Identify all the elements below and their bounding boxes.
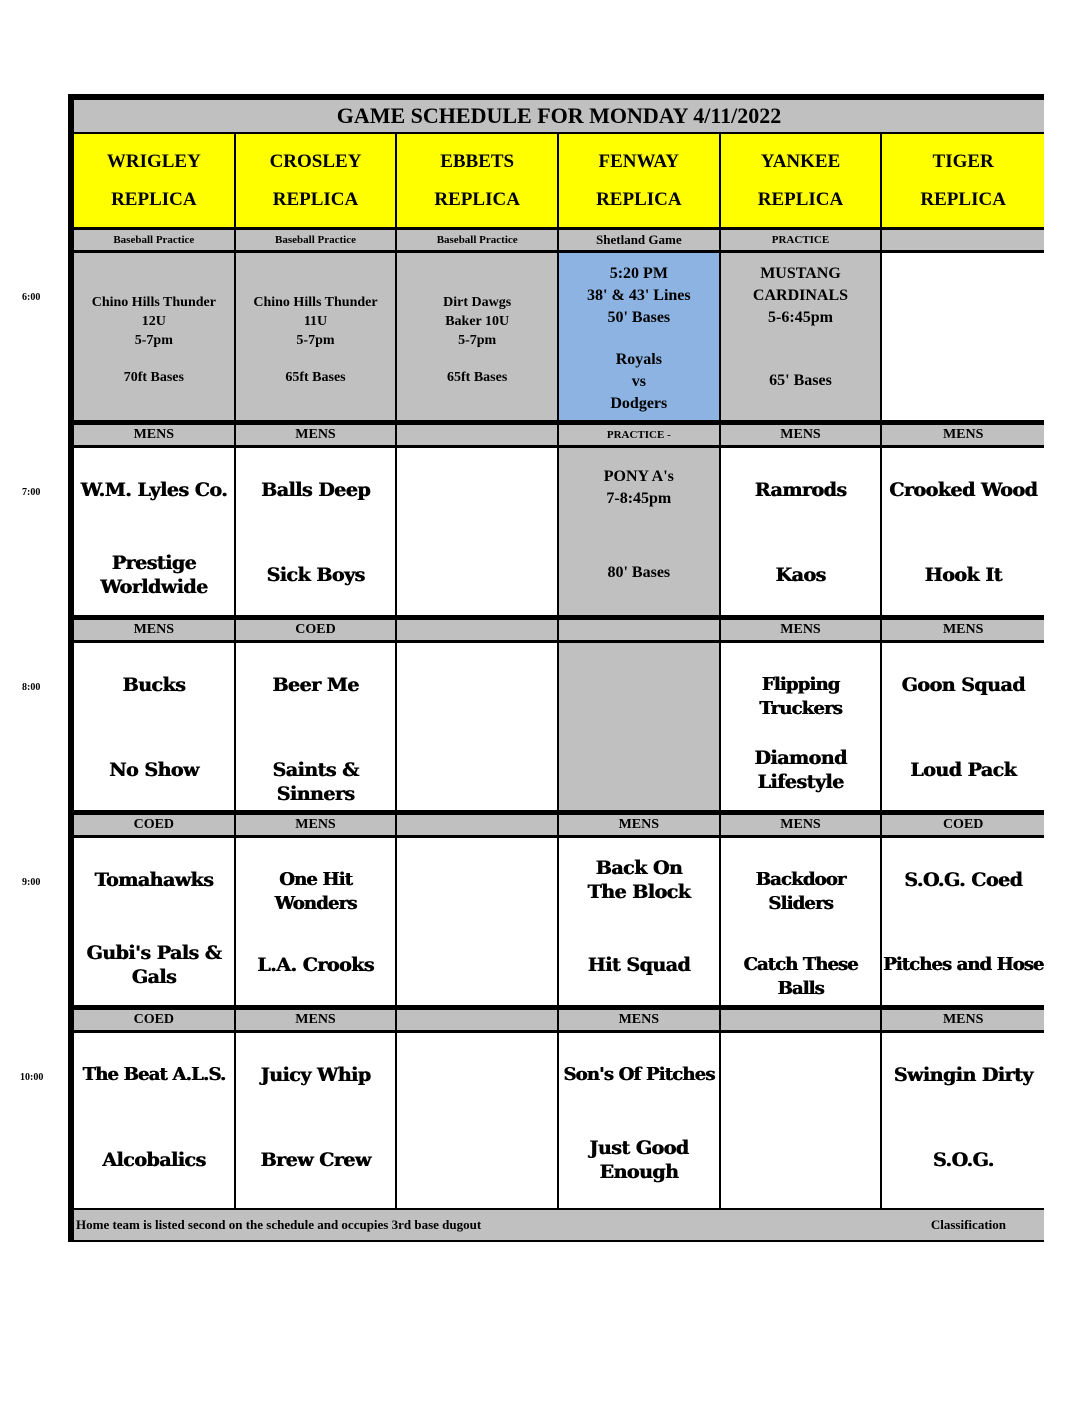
classification-cell: Shetland Game [559,230,721,253]
classification-cell: MENS [882,1010,1044,1033]
away-team: S.O.G. Coed [904,869,1023,891]
classification-cell [397,815,559,838]
classification-cell: MENS [559,1010,721,1033]
home-team: Catch These Balls [743,954,858,999]
game-cell [559,838,721,1008]
slot-row-8 [74,643,1044,813]
classification-cell: MENS [236,1010,398,1033]
slot-row-6 [74,253,1044,423]
field-ebbets: EBBETS REPLICA [397,134,559,230]
classification-row-6 [74,230,1044,253]
game-cell: 5:20 PM 38' & 43' Lines 50' Bases Royals vs Dodgers [559,253,721,423]
away-team: Crooked Wood [889,479,1038,501]
home-team: Saints & Sinners [272,759,359,805]
classification-cell [397,425,559,448]
away-team: Flipping Truckers [759,674,842,719]
game-cell [236,643,398,813]
home-team: Alcobalics [102,1149,206,1171]
game-cell [397,448,559,618]
away-team: Tomahawks [94,869,214,891]
field-header-row [74,134,1044,230]
game-cell [882,838,1044,1008]
away-team: The Beat A.L.S. [82,1064,226,1085]
away-team: Bucks [122,674,186,696]
classification-cell: MENS [882,425,1044,448]
game-cell [74,448,236,618]
footer-classification: Classification [930,1217,1006,1232]
schedule-table [68,94,1044,1242]
home-team: Kaos [775,564,826,586]
classification-cell: MENS [236,815,398,838]
game-cell [74,643,236,813]
classification-cell: COED [882,815,1044,838]
classification-cell: Baseball Practice [397,230,559,253]
game-cell: MUSTANG CARDINALS 5-6:45pm 65' Bases [721,253,883,423]
field-tiger: TIGER REPLICA [882,134,1044,230]
classification-cell: MENS [74,425,236,448]
game-cell: PONY A's 7-8:45pm 80' Bases [559,448,721,618]
time-label-7: 7:00 [22,487,41,498]
game-cell: Dirt Dawgs Baker 10U 5-7pm 65ft Bases [397,253,559,423]
footer-note: Home team is listed second on the schedule and occupies 3rd base dugout [76,1217,482,1232]
away-team: W.M. Lyles Co. [80,479,228,501]
game-cell [397,643,559,813]
classification-row-7 [74,425,1044,448]
game-cell [559,1033,721,1210]
game-cell [559,643,721,813]
game-cell [397,838,559,1008]
time-label-10: 10:00 [20,1072,44,1083]
time-label-8: 8:00 [22,682,41,693]
slot-row-7 [74,448,1044,618]
slot-row-10 [74,1033,1044,1210]
classification-cell: MENS [559,815,721,838]
home-team: Sick Boys [266,564,365,586]
home-team: Hit Squad [587,954,691,976]
game-cell [721,448,883,618]
classification-cell [882,230,1044,253]
home-team: Loud Pack [910,759,1017,781]
classification-cell [397,620,559,643]
away-team: Backdoor Sliders [755,869,846,914]
game-cell: Chino Hills Thunder 12U 5-7pm 70ft Bases [74,253,236,423]
home-team: S.O.G. [932,1149,994,1171]
field-fenway: FENWAY REPLICA [559,134,721,230]
classification-cell: MENS [882,620,1044,643]
away-team: One Hit Wonders [274,869,357,914]
game-cell [236,448,398,618]
game-cell [882,1033,1044,1210]
field-crosley: CROSLEY REPLICA [236,134,398,230]
classification-row-10 [74,1010,1044,1033]
field-wrigley: WRIGLEY REPLICA [74,134,236,230]
away-team: Juicy Whip [260,1064,371,1086]
classification-cell: COED [236,620,398,643]
game-cell: Chino Hills Thunder 11U 5-7pm 65ft Bases [236,253,398,423]
time-label-9: 9:00 [22,877,41,888]
game-cell [236,1033,398,1210]
away-team: Back On The Block [587,857,691,903]
slot-row-9 [74,838,1044,1008]
home-team: L.A. Crooks [257,954,374,976]
home-team: Just Good Enough [589,1137,689,1183]
home-team: Diamond Lifestyle [754,747,847,793]
footer-bar [74,1210,1044,1240]
classification-cell: MENS [74,620,236,643]
home-team: No Show [108,759,199,781]
game-cell [236,838,398,1008]
schedule-title: GAME SCHEDULE FOR MONDAY 4/11/2022 [74,100,1044,134]
home-team: Prestige Worldwide [100,552,208,598]
away-team: Swingin Dirty [893,1064,1033,1086]
time-label-6: 6:00 [22,292,41,303]
game-cell [721,643,883,813]
field-yankee: YANKEE REPLICA [721,134,883,230]
home-team: Hook It [924,564,1002,586]
away-team: Ramrods [754,479,847,501]
game-cell [74,838,236,1008]
game-cell [882,643,1044,813]
away-team: Balls Deep [260,479,371,501]
classification-cell [559,620,721,643]
game-cell [882,253,1044,423]
classification-cell: MENS [721,815,883,838]
game-cell [721,838,883,1008]
home-team: Gubi's Pals & Gals [86,942,222,988]
home-team: Brew Crew [260,1149,371,1171]
classification-cell: MENS [236,425,398,448]
classification-cell: MENS [721,620,883,643]
away-team: Beer Me [272,674,359,696]
game-cell [74,1033,236,1210]
classification-row-8 [74,620,1044,643]
game-cell [721,1033,883,1210]
classification-cell: Baseball Practice [74,230,236,253]
game-cell [397,1033,559,1210]
classification-cell: Baseball Practice [236,230,398,253]
classification-cell: COED [74,815,236,838]
classification-cell [397,1010,559,1033]
classification-cell: COED [74,1010,236,1033]
away-team: Goon Squad [901,674,1025,696]
classification-cell: PRACTICE - [559,425,721,448]
classification-row-9 [74,815,1044,838]
game-cell [882,448,1044,618]
classification-cell: MENS [721,425,883,448]
home-team: Pitches and Hose [882,954,1044,975]
classification-cell: PRACTICE [721,230,883,253]
away-team: Son's Of Pitches [563,1064,715,1085]
classification-cell [721,1010,883,1033]
